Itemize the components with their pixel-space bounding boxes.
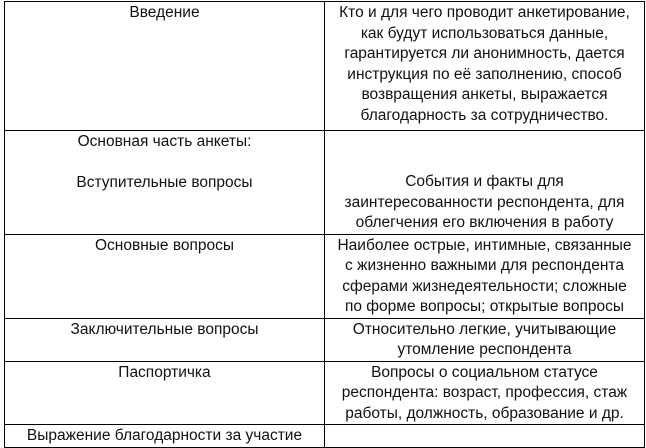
description-line: работы, должность, образование и др. — [345, 404, 624, 422]
description-cell-gratitude — [325, 425, 645, 448]
section-cell-introduction: Введение — [5, 2, 325, 131]
section-cell-final-questions: Заключительные вопросы — [5, 318, 325, 361]
table-row — [5, 425, 645, 448]
table-row — [5, 131, 645, 235]
main-part-heading: Основная часть анкеты: — [77, 133, 252, 150]
description-cell-passport — [325, 361, 645, 425]
description-cell-introduction — [325, 2, 645, 131]
description-line: заинтересованности респондента, для — [344, 193, 625, 211]
description-line: гарантируется ли анонимность, дается — [344, 45, 625, 62]
table-row — [5, 2, 645, 131]
description-line: как будут использоваться данные, — [360, 24, 609, 42]
survey-structure-table — [4, 1, 645, 448]
description-line: благодарность за сотрудничество. — [360, 106, 609, 124]
section-label: Вступительные вопросы — [76, 173, 253, 191]
description-cell-main-questions — [325, 234, 645, 318]
description-line: по форме вопросы; открытые вопросы — [344, 298, 624, 315]
description-line: с жизненно важными для респондента — [345, 257, 624, 274]
table-row — [5, 361, 645, 425]
table-row — [5, 318, 645, 361]
section-cell-gratitude: Выражение благодарности за участие — [5, 425, 325, 448]
section-cell-intro-questions — [5, 131, 325, 235]
description-line: Наиболее острые, интимные, связанные — [337, 236, 632, 254]
description-cell-final-questions — [325, 318, 645, 361]
description-line: инструкция по её заполнению, способ — [347, 65, 622, 83]
description-line: Вопросы о социальном статусе — [371, 363, 598, 381]
section-cell-passport: Паспортичка — [5, 361, 325, 425]
table-row — [5, 234, 645, 318]
description-line: облегчения его включения в работу — [355, 214, 614, 231]
description-line: возвращения анкеты, выражается — [361, 86, 608, 103]
description-line: респондента: возраст, профессия, стаж — [341, 384, 628, 401]
description-line: утомление респондента — [397, 341, 572, 358]
description-line: Кто и для чего проводит анкетирование, — [339, 4, 630, 21]
description-line: сферами жизнедеятельности; сложные — [342, 277, 627, 295]
description-line: События и факты для — [405, 173, 564, 190]
description-cell-intro-questions — [325, 131, 645, 235]
description-line: Относительно легкие, учитывающие — [352, 320, 617, 338]
section-cell-main-questions: Основные вопросы — [5, 234, 325, 318]
